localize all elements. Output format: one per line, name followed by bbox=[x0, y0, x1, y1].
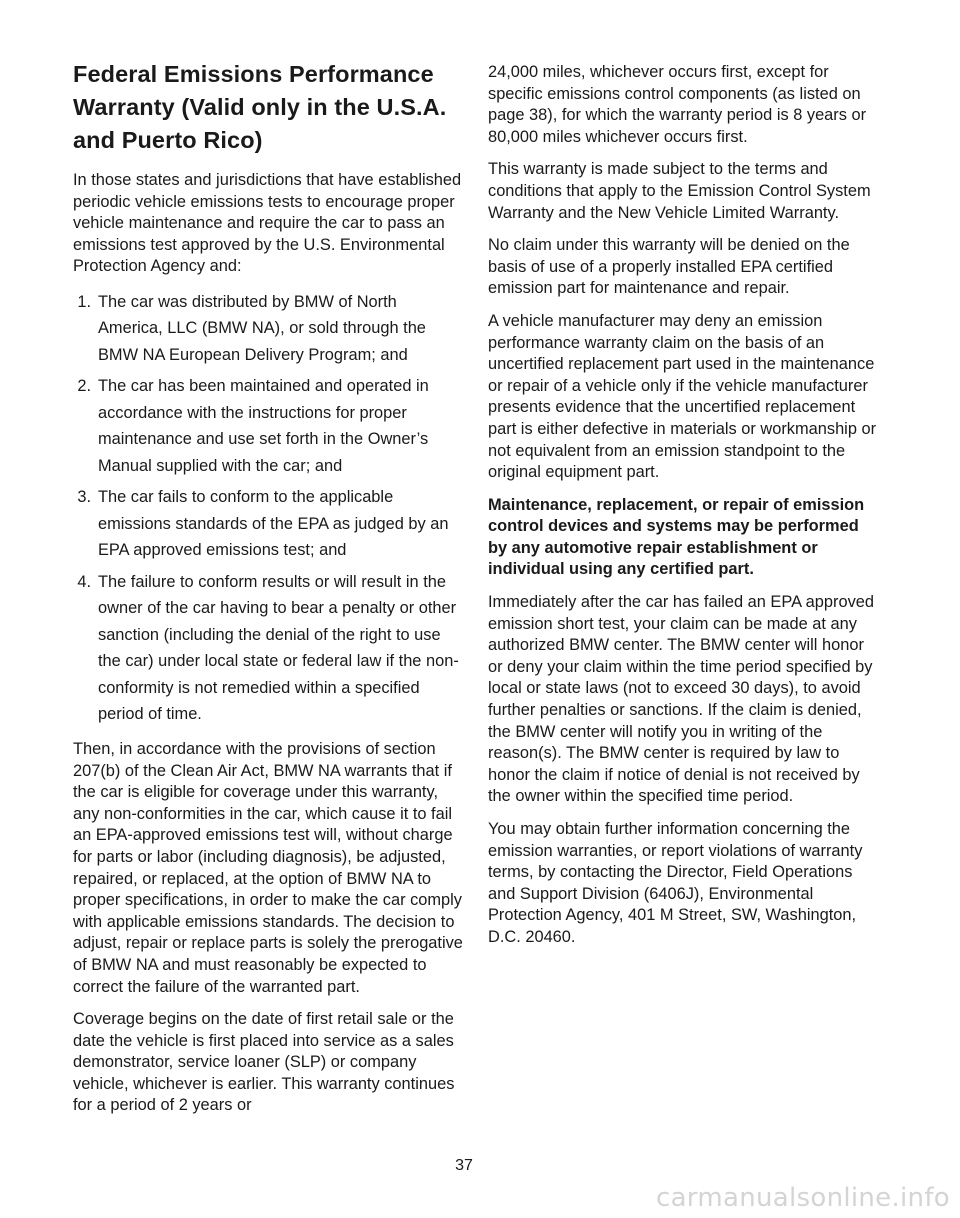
contact-paragraph: You may obtain further information concerning the emission warranties, or report violations of warranty terms, by contacting the Director, Field Operations and Support Division (6406J), Environmental Protection Agency, 401 M Street, SW, Washington, D.C. 20460. bbox=[488, 820, 863, 946]
title-line-3: and Puerto Rico) bbox=[73, 127, 263, 153]
list-item-text: The failure to conform results or will result in the owner of the car having to bear a penalty or other sanction (including the denial of the right to use the car) under local state or federal law if the non-conformity is not remedied within a specified period of time. bbox=[98, 572, 459, 724]
title-line-2: Warranty (Valid only in the U.S.A. bbox=[73, 94, 447, 120]
no-claim-paragraph: No claim under this warranty will be denied on the basis of use of a properly installed EPA certified emission part for maintenance and repair. bbox=[488, 236, 850, 298]
maintenance-bold-paragraph: Maintenance, replacement, or repair of emission control devices and systems may be performed by any automotive repair establishment or individual using any certified part. bbox=[488, 495, 865, 579]
list-item bbox=[73, 289, 465, 369]
list-item-number: 2 . bbox=[69, 373, 91, 400]
page-title bbox=[73, 58, 465, 157]
then-paragraph: Then, in accordance with the provisions of section 207(b) of the Clean Air Act, BMW NA warrants that if the car is eligible for coverage under this warranty, any non-conformities in the car, which cause it to fail an EPA-approved emissions test will, without charge for parts or labor (including diagnosis), be adjusted, repaired, or replaced, at the option of BMW NA to proper specifications, in order to make the car comply with applicable emissions standards. The decision to adjust, repair or replace parts is solely the prerogative of BMW NA and must reasonably be expected to correct the failure of the warranted part. bbox=[73, 739, 463, 996]
right-column bbox=[488, 62, 880, 960]
list-item-text: The car was distributed by BMW of North America, LLC (BMW NA), or sold through the BMW NA European Delivery Program; and bbox=[98, 292, 426, 364]
page-number: 37 bbox=[455, 1157, 473, 1174]
manufacturer-paragraph: A vehicle manufacturer may deny an emission performance warranty claim on the basis of an uncertified replacement part used in the maintenance or repair of a vehicle only if the vehicle manufacturer presents evidence that the uncertified replacement part is either defective in materials or workmanship or not equivalent from an emission standpoint to the original equipment part. bbox=[488, 311, 877, 482]
list-item bbox=[73, 569, 465, 728]
title-line-1: Federal Emissions Performance bbox=[73, 61, 434, 87]
list-item-text: The car has been maintained and operated in accordance with the instructions for proper maintenance and use set forth in the Owner’s Manual supplied with the car; and bbox=[98, 377, 429, 475]
intro-paragraph: In those states and jurisdictions that have established periodic vehicle emissions tests to encourage proper vehicle maintenance and require the car to pass an emissions test approved by the U.S. Environmental Protection Agency and: bbox=[73, 171, 462, 276]
list-item-text: The car fails to conform to the applicable emissions standards of the EPA as judged by an EPA approved emissions test; and bbox=[98, 488, 449, 560]
subject-paragraph: This warranty is made subject to the terms and conditions that apply to the Emission Control System Warranty and the New Vehicle Limited Warranty. bbox=[488, 160, 871, 222]
list-item-number: 3 . bbox=[69, 484, 91, 511]
list-item bbox=[73, 484, 465, 564]
coverage-paragraph: Coverage begins on the date of first retail sale or the date the vehicle is first placed into service as a sales demonstrator, service loaner (SLP) or company vehicle, whichever is earlier. This warranty continues for a period of 2 years or bbox=[73, 1010, 455, 1115]
conditions-list bbox=[73, 289, 465, 728]
coverage-continued-paragraph: 24,000 miles, whichever occurs first, except for specific emissions control components (as listed on page 38), for which the warranty period is 8 years or 80,000 miles whichever occurs first. bbox=[488, 63, 867, 146]
immediately-paragraph: Immediately after the car has failed an EPA approved emission short test, your claim can be made at any authorized BMW center. The BMW center will honor or deny your claim within the time period specified by local or state laws (not to exceed 30 days), to avoid further penalties or sanctions. If the claim is denied, the BMW center will notify you in writing of the reason(s). The BMW center is required by law to honor the claim if notice of denial is not received by the owner within the specified time period. bbox=[488, 593, 875, 806]
left-column bbox=[73, 58, 465, 1128]
list-item-number: 1 . bbox=[69, 289, 91, 316]
watermark: carmanualsonline.info bbox=[655, 1183, 950, 1213]
list-item bbox=[73, 373, 465, 479]
list-item-number: 4 . bbox=[69, 569, 91, 596]
